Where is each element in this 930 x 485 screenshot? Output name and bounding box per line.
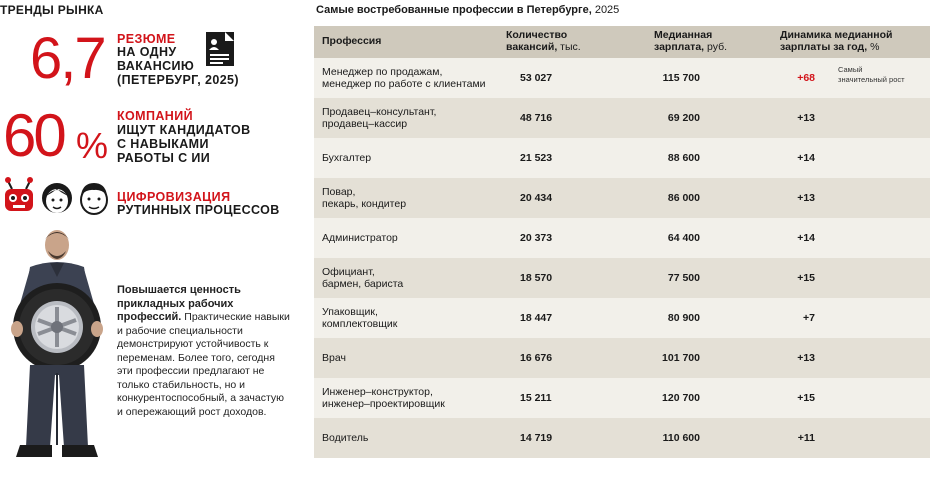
header-vacancies-unit: тыс. — [557, 41, 581, 53]
stat-digital-body: РУТИННЫХ ПРОЦЕССОВ — [117, 203, 280, 217]
cell-salary: 77 500 — [667, 272, 700, 284]
cell-vacancies: 18 447 — [520, 312, 553, 324]
cell-dynamics: +14 — [797, 232, 815, 244]
header-salary — [654, 29, 727, 53]
header-salary-unit: руб. — [704, 41, 728, 53]
cell-vacancies: 21 523 — [520, 152, 553, 164]
stat-digital-head: ЦИФРОВИЗАЦИЯ — [117, 190, 231, 204]
stat-companies-head: КОМПАНИЙ — [117, 109, 193, 123]
mechanic-with-tire-illustration — [0, 225, 115, 460]
header-vacancies-label: Количество — [506, 29, 568, 41]
cell-dynamics: +13 — [797, 352, 815, 364]
cell-profession: Официант, бармен, бариста — [322, 266, 404, 290]
stat-resume-head: РЕЗЮМЕ — [117, 32, 176, 46]
header-salary-label2: зарплата, — [654, 41, 705, 53]
header-dynamics-label: Динамика медианной — [780, 29, 893, 41]
resume-document-icon — [205, 31, 235, 67]
cell-vacancies: 20 434 — [520, 192, 553, 204]
table-row — [314, 418, 930, 458]
header-profession — [322, 35, 381, 47]
cell-dynamics: +13 — [797, 192, 815, 204]
woman-face-icon — [40, 180, 74, 216]
cell-vacancies: 20 373 — [520, 232, 553, 244]
stat-resume-number: 6,7 — [30, 26, 105, 91]
cell-vacancies: 53 027 — [520, 72, 553, 84]
cell-profession: Администратор — [322, 232, 398, 244]
cell-salary: 64 400 — [667, 232, 700, 244]
cell-profession: Водитель — [322, 432, 369, 444]
cell-dynamics: +68 — [797, 72, 815, 84]
header-vacancies-label2: вакансий, — [506, 41, 558, 53]
man-face-icon — [77, 180, 111, 216]
cell-profession: Продавец–консультант, продавец–кассир — [322, 106, 437, 130]
cell-salary: 120 700 — [662, 392, 700, 404]
cell-dynamics: +15 — [797, 392, 815, 404]
table-row — [314, 178, 930, 218]
table-row — [314, 58, 930, 98]
cell-salary: 88 600 — [667, 152, 700, 164]
header-dynamics-label2: зарплаты за год, — [780, 41, 868, 53]
cell-vacancies: 14 719 — [520, 432, 553, 444]
cell-profession: Бухгалтер — [322, 152, 372, 164]
cell-note: Самый значительный рост — [838, 65, 905, 84]
table-row — [314, 138, 930, 178]
cell-dynamics: +13 — [797, 112, 815, 124]
table-row — [314, 218, 930, 258]
cell-profession: Врач — [322, 352, 346, 364]
header-vacancies — [506, 29, 581, 53]
cell-salary: 80 900 — [667, 312, 700, 324]
professions-table — [314, 26, 930, 458]
cell-salary: 110 600 — [662, 432, 700, 444]
cell-profession: Упаковщик, комплектовщик — [322, 306, 398, 330]
table-row — [314, 338, 930, 378]
cell-profession: Менеджер по продажам, менеджер по работе с клиентами — [322, 66, 486, 90]
cell-dynamics: +15 — [797, 272, 815, 284]
cell-vacancies: 16 676 — [520, 352, 553, 364]
cell-dynamics: +14 — [797, 152, 815, 164]
trend-paragraph — [117, 284, 292, 419]
table-row — [314, 98, 930, 138]
paragraph-rest: Практические навыки и рабочие специальности демонстрируют устойчивость к переменам. Более того, сегодня эти профессии предлагают не только стабильность, но и конкурентоспособный, а зачастую и опережающий рост доходов. — [117, 311, 290, 418]
table-row — [314, 298, 930, 338]
cell-salary: 115 700 — [662, 72, 700, 84]
robot-face-icon — [2, 175, 36, 217]
stat-resume-body: НА ОДНУ ВАКАНСИЮ (ПЕТЕРБУРГ, 2025) — [117, 45, 239, 87]
stat-companies-percent: % — [76, 125, 109, 166]
cell-vacancies: 15 211 — [520, 392, 552, 404]
section-title: ТРЕНДЫ РЫНКА — [0, 3, 104, 17]
header-salary-label: Медианная — [654, 29, 713, 41]
table-title — [316, 4, 619, 16]
stat-companies-body: ИЩУТ КАНДИДАТОВ С НАВЫКАМИ РАБОТЫ С ИИ — [117, 123, 251, 165]
cell-dynamics: +7 — [803, 312, 815, 324]
cell-dynamics: +11 — [797, 432, 815, 444]
cell-profession: Инженер–конструктор, инженер–проектировщик — [322, 386, 445, 410]
cell-salary: 69 200 — [667, 112, 700, 124]
cell-salary: 101 700 — [662, 352, 700, 364]
table-header — [314, 26, 930, 58]
cell-salary: 86 000 — [667, 192, 700, 204]
table-title-year: 2025 — [591, 4, 620, 16]
cell-vacancies: 18 570 — [520, 272, 553, 284]
header-dynamics — [780, 29, 892, 53]
cell-vacancies: 48 716 — [520, 112, 553, 124]
stat-companies-number: 60 — [3, 102, 64, 169]
cell-profession: Повар, пекарь, кондитер — [322, 186, 407, 210]
table-row — [314, 378, 930, 418]
paragraph-lead: Повышается ценность прикладных рабочих профессий. — [117, 284, 241, 323]
header-dynamics-unit: % — [867, 41, 880, 53]
table-title-text: Самые востребованные профессии в Петербурге, — [316, 4, 592, 16]
header-profession-label: Профессия — [322, 35, 382, 47]
table-row — [314, 258, 930, 298]
